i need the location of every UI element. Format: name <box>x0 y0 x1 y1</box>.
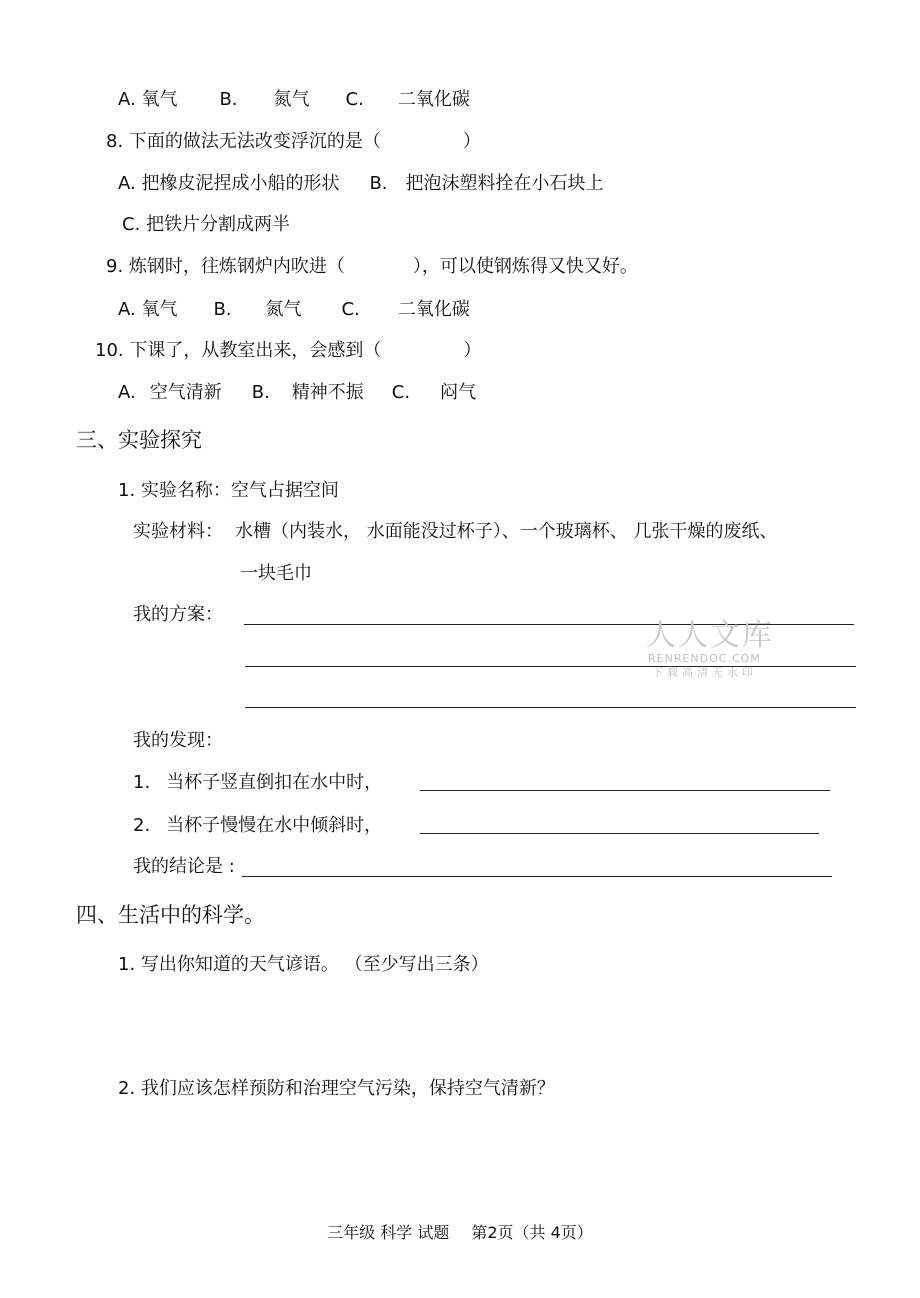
section4-title: 四、生活中的科学。 <box>76 903 265 927</box>
section4-question1: 1. 写出你知道的天气谚语。 （至少写出三条） <box>118 954 489 975</box>
q10-option-b-text: 精神不振 <box>291 382 364 403</box>
finding2-answer-line[interactable] <box>420 833 819 834</box>
q10-stem-close: ） <box>463 340 482 361</box>
finding2 <box>133 815 382 837</box>
q8-option-a: A. 把橡皮泥捏成小船的形状 <box>118 173 340 194</box>
q8-option-c: C. 把铁片分割成两半 <box>122 214 291 235</box>
q9-option-c-label: C. <box>341 299 360 320</box>
materials-label: 实验材料： <box>133 521 223 542</box>
q10-stem <box>95 340 481 362</box>
q8-stem-close: ） <box>462 131 481 152</box>
materials-line2: 一块毛巾 <box>240 563 312 584</box>
q7-option-a: A. 氧气 <box>118 89 178 110</box>
q10-option-c-text: 闷气 <box>440 382 477 403</box>
finding2-text: 当杯子慢慢在水中倾斜时， <box>166 815 383 836</box>
plan-answer-line-2[interactable] <box>245 666 856 667</box>
q8-option-b-label: B. <box>369 173 388 194</box>
q8-options-row1 <box>118 173 604 195</box>
plan-answer-line-3[interactable] <box>245 707 856 708</box>
experiment-name: 1. 实验名称：空气占据空间 <box>118 480 339 501</box>
finding2-number: 2. <box>133 815 151 836</box>
finding1-number: 1. <box>133 772 151 793</box>
q8-stem-text: 8. 下面的做法无法改变浮沉的是（ <box>106 131 381 152</box>
q9-option-b-label: B. <box>213 299 232 320</box>
watermark-site: RENRENDOC.COM <box>648 652 761 665</box>
section3-title: 三、实验探究 <box>76 428 202 452</box>
q10-option-b-label: B. <box>251 382 270 403</box>
q7-option-b-text: 氮气 <box>273 89 310 110</box>
q8-stem <box>106 131 481 153</box>
watermark-note: 下载高清无水印 <box>652 666 757 679</box>
conclusion-answer-line[interactable] <box>242 876 832 877</box>
q9-option-c-text: 二氧化碳 <box>397 299 470 320</box>
q9-option-b-text: 氮气 <box>265 299 302 320</box>
q9-option-a: A. 氧气 <box>118 299 178 320</box>
plan-label: 我的方案： <box>133 604 223 625</box>
q9-options <box>118 299 470 321</box>
q9-stem <box>106 256 638 278</box>
q9-stem-text: 9. 炼钢时，往炼钢炉内吹进（ <box>106 256 345 277</box>
q10-options <box>118 382 476 404</box>
q9-stem-close: ），可以使钢炼得又快又好。 <box>412 256 638 277</box>
finding1 <box>133 772 382 794</box>
page-footer <box>0 1223 920 1243</box>
materials-line1: 水槽（内装水， 水面能没过杯子）、一个玻璃杯、 几张干燥的废纸、 <box>235 521 778 542</box>
q10-option-a-text: 空气清新 <box>149 382 222 403</box>
finding1-answer-line[interactable] <box>420 790 830 791</box>
conclusion-label: 我的结论是 : <box>133 856 235 877</box>
q10-stem-text: 10. 下课了，从教室出来，会感到（ <box>95 340 382 361</box>
q7-option-c-text: 二氧化碳 <box>397 89 470 110</box>
findings-label: 我的发现： <box>133 730 223 751</box>
watermark-logo: 人人文库 <box>646 618 774 653</box>
q10-option-c-label: C. <box>391 382 411 403</box>
footer-page-number: 第2页（共 4页） <box>471 1223 593 1242</box>
finding1-text: 当杯子竖直倒扣在水中时， <box>166 772 383 793</box>
q10-option-a-label: A. <box>118 382 136 403</box>
q7-option-b-label: B. <box>219 89 238 110</box>
q7-option-c-label: C. <box>345 89 364 110</box>
q7-options <box>118 89 470 111</box>
section4-question2: 2. 我们应该怎样预防和治理空气污染，保持空气清新？ <box>118 1078 555 1099</box>
footer-subject: 三年级 科学 试题 <box>327 1223 450 1242</box>
q8-option-b-text: 把泡沫塑料拴在小石块上 <box>405 173 604 194</box>
